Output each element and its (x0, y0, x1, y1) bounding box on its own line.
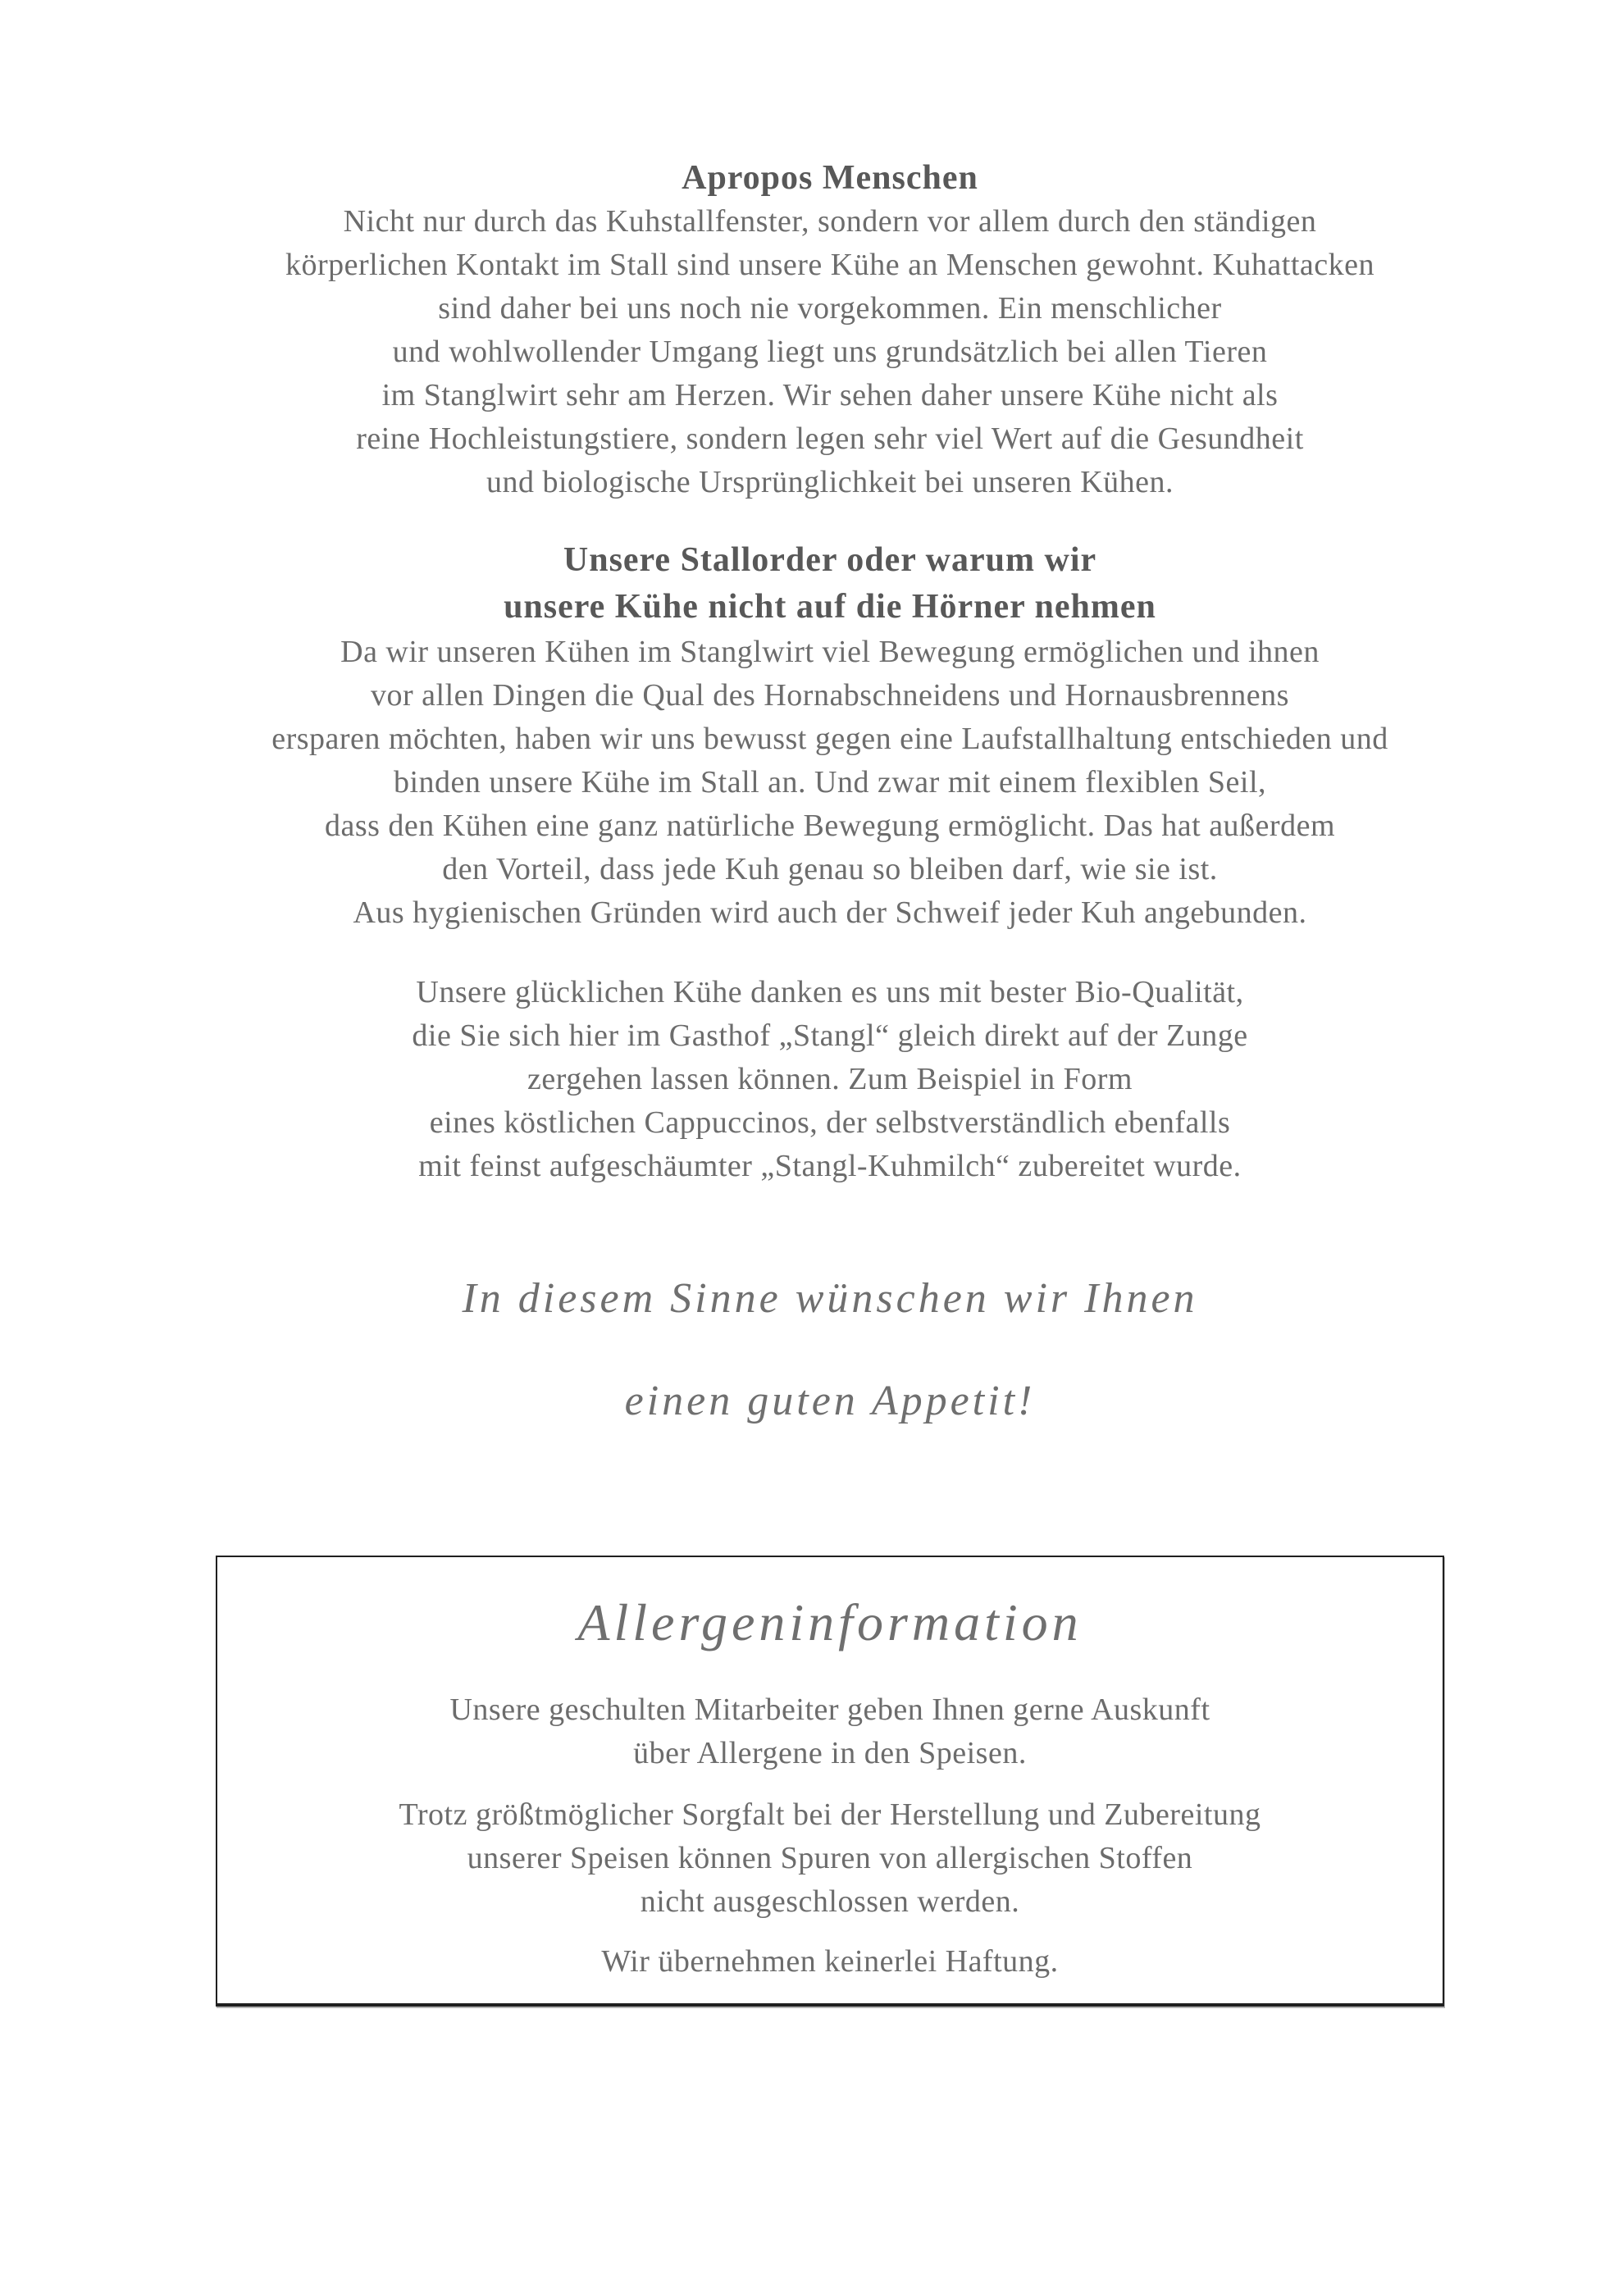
bio-quality-text-line: die Sie sich hier im Gasthof „Stangl“ gleich direkt auf der Zunge (412, 1018, 1248, 1053)
stallorder-heading-line2: unsere Kühe nicht auf die Hörner nehmen (504, 588, 1156, 626)
page-content (37, 156, 1623, 2007)
stallorder-text-line: vor allen Dingen die Qual des Hornabschneidens und Hornausbrennens (371, 678, 1289, 713)
allergen-care-line: Trotz größtmöglicher Sorgfalt bei der Herstellung und Zubereitung (399, 1797, 1261, 1832)
allergen-care-paragraph (242, 1793, 1418, 1924)
intro-text-line: im Stanglwirt sehr am Herzen. Wir sehen daher unsere Kühe nicht als (381, 378, 1279, 412)
closing-wish-line: In diesem Sinne wünschen wir Ihnen (462, 1275, 1198, 1322)
allergen-info-line: über Allergene in den Speisen. (633, 1736, 1027, 1770)
intro-paragraph (37, 200, 1623, 504)
intro-text-line: und wohlwollender Umgang liegt uns grundsätzlich bei allen Tieren (392, 335, 1268, 369)
stallorder-text-line: dass den Kühen eine ganz natürliche Bewegung ermöglicht. Das hat außerdem (324, 809, 1336, 843)
intro-text-line: sind daher bei uns noch nie vorgekommen. Ein menschlicher (438, 291, 1222, 326)
intro-heading: Apropos Menschen (682, 159, 978, 197)
allergen-liability-line: Wir übernehmen keinerlei Haftung. (601, 1944, 1059, 1979)
allergen-care-line: unserer Speisen können Spuren von allergischen Stoffen (467, 1841, 1193, 1875)
bio-quality-text-line: Unsere glücklichen Kühe danken es uns mit bester Bio-Qualität, (416, 975, 1244, 1009)
stallorder-heading-line1: Unsere Stallorder oder warum wir (563, 541, 1097, 579)
bio-quality-text-line: mit feinst aufgeschäumter „Stangl-Kuhmilch“ zubereitet wurde. (418, 1149, 1242, 1183)
closing-appetit-line: einen guten Appetit! (624, 1378, 1036, 1424)
stallorder-text-line: den Vorteil, dass jede Kuh genau so bleiben darf, wie sie ist. (442, 852, 1218, 886)
allergen-info-box (216, 1556, 1444, 2007)
stallorder-paragraph (37, 631, 1623, 935)
allergen-care-line: nicht ausgeschlossen werden. (640, 1884, 1020, 1919)
bio-quality-paragraph (37, 971, 1623, 1188)
intro-text-line: reine Hochleistungstiere, sondern legen sehr viel Wert auf die Gesundheit (356, 421, 1304, 456)
intro-text-line: körperlichen Kontakt im Stall sind unsere Kühe an Menschen gewohnt. Kuhattacken (285, 248, 1375, 282)
intro-text-line: und biologische Ursprünglichkeit bei unseren Kühen. (486, 465, 1174, 499)
stallorder-text-line: binden unsere Kühe im Stall an. Und zwar mit einem flexiblen Seil, (393, 765, 1267, 800)
stallorder-text-line: ersparen möchten, haben wir uns bewusst gegen eine Laufstallhaltung entschieden und (271, 722, 1388, 756)
allergen-box-title: Allergeninformation (577, 1593, 1083, 1651)
stallorder-heading (37, 537, 1623, 631)
intro-text-line: Nicht nur durch das Kuhstallfenster, sondern vor allem durch den ständigen (343, 204, 1317, 239)
allergen-info-paragraph (242, 1688, 1418, 1775)
bio-quality-text-line: eines köstlichen Cappuccinos, der selbstverständlich ebenfalls (429, 1105, 1231, 1140)
stallorder-text-line: Da wir unseren Kühen im Stanglwirt viel Bewegung ermöglichen und ihnen (340, 635, 1320, 669)
bio-quality-text-line: zergehen lassen können. Zum Beispiel in Form (527, 1062, 1133, 1096)
stallorder-text-line: Aus hygienischen Gründen wird auch der Schweif jeder Kuh angebunden. (353, 895, 1307, 930)
allergen-info-line: Unsere geschulten Mitarbeiter geben Ihnen gerne Auskunft (449, 1692, 1210, 1727)
